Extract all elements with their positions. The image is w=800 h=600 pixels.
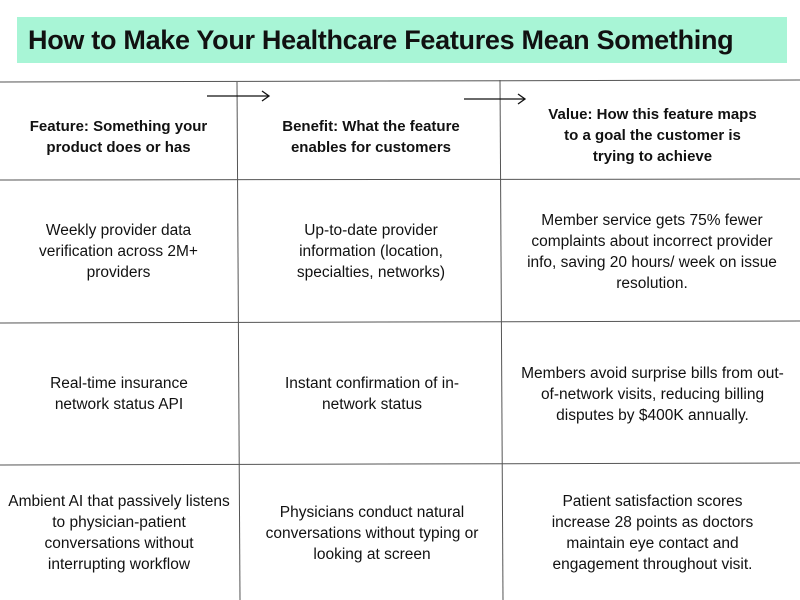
row2-feature: Real-time insurance network status API	[50, 375, 188, 413]
row2-benefit: Instant confirmation of in-network status	[284, 375, 460, 413]
grid-line	[0, 179, 800, 180]
row3-value: Patient satisfaction scores increase 28 points as doctors maintain eye contact and engagement throughout visit.	[551, 493, 754, 573]
header-value: Value: How this feature maps to a goal the customer is trying to achieve	[548, 105, 757, 165]
header-benefit: Benefit: What the feature enables for customers	[282, 118, 460, 156]
arrow-right-icon	[207, 91, 269, 101]
row3-benefit: Physicians conduct natural conversations without typing or looking at screen	[265, 503, 479, 563]
page-title: How to Make Your Healthcare Features Mean Something	[28, 25, 734, 55]
row1-feature: Weekly provider data verification across 2M+ providers	[39, 222, 198, 281]
header-feature: Feature: Something your product does or has	[29, 118, 208, 156]
row1-value: Member service gets 75% fewer complaints about incorrect provider info, saving 20 hours/ week on issue resolution.	[527, 211, 777, 292]
row2-value: Members avoid surprise bills from out-of-network visits, reducing billing disputes by $400K annually.	[521, 364, 784, 424]
row1-benefit: Up-to-date provider information (location, specialties, networks)	[296, 222, 446, 281]
grid-line	[0, 80, 800, 82]
row3-feature: Ambient AI that passively listens to physician-patient conversations without interrupting workflow	[8, 493, 230, 573]
